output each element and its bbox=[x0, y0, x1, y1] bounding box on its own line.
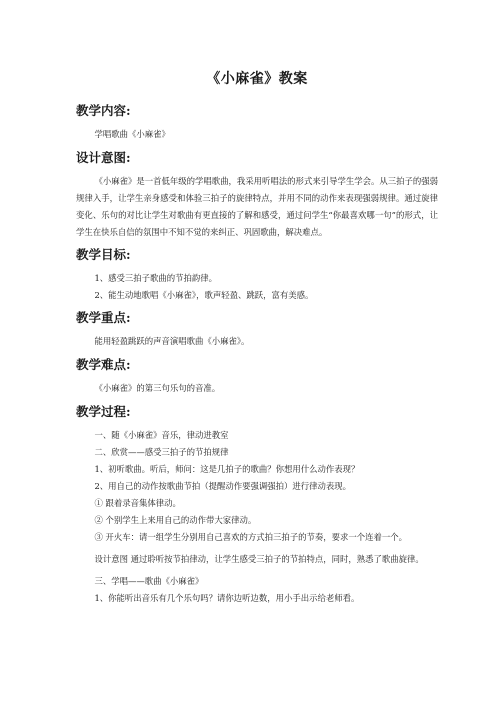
process-line: 1、初听歌曲。听后，师问：这是几拍子的歌曲？你想用什么动作表现？ bbox=[94, 464, 360, 474]
goals-list bbox=[76, 270, 438, 304]
process-line: ② 个别学生上来用自己的动作带大家律动。 bbox=[94, 515, 257, 525]
difficulties-body: 《小麻雀》的第三句乐句的音准。 bbox=[94, 383, 221, 393]
process-line: 二、欣赏——感受三拍子的节拍规律 bbox=[94, 447, 229, 457]
process-line: 2、用自己的动作按歌曲节拍（提醒动作要强调强拍）进行律动表现。 bbox=[94, 481, 352, 491]
process-line: 三、学唱——歌曲《小麻雀》 bbox=[94, 576, 204, 586]
process-design-note: 设计意图 通过聆听按节拍律动，让学生感受三拍子的节拍特点，同时，熟悉了歌曲旋律。 bbox=[94, 554, 424, 564]
design-body: 《小麻雀》是一首低年级的学唱歌曲，我采用听唱法的形式来引导学生学会。从三拍子的强弱规律入手，让学生亲身感受和体验三拍子的旋律特点，并用不同的动作来表现强弱规律。通过旋律变化、乐句的对比让学生对歌曲有更直接的了解和感受，通过问学生“你最喜欢哪一句”的形式，让学生在快乐自信的氛围中不知不觉的来纠正、巩固歌曲，解决难点。 bbox=[76, 176, 438, 237]
section-heading-key-points: 教学重点: bbox=[76, 310, 131, 325]
goal-item: 2、能生动地歌唱《小麻雀》，歌声轻盈、跳跃，富有美感。 bbox=[94, 290, 314, 300]
process-line: ① 跟着录音集体律动。 bbox=[94, 498, 181, 508]
section-heading-content: 教学内容: bbox=[76, 103, 131, 118]
key-points-body: 能用轻盈跳跃的声音演唱歌曲《小麻雀》。 bbox=[94, 336, 250, 346]
process-steps bbox=[76, 427, 438, 546]
process-line: 1、你能听出音乐有几个乐句吗？请你边听边数，用小手出示给老师看。 bbox=[94, 593, 360, 603]
section-heading-goals: 教学目标: bbox=[76, 247, 131, 262]
section-heading-design: 设计意图: bbox=[76, 150, 131, 165]
section-heading-difficulties: 教学难点: bbox=[76, 357, 131, 372]
content-body: 学唱歌曲《小麻雀》 bbox=[94, 129, 170, 139]
process-line: ③ 开火车：请一组学生分别用自己喜欢的方式拍三拍子的节奏，要求一个连着一个。 bbox=[94, 532, 408, 542]
goal-item: 1、感受三拍子歌曲的节拍韵律。 bbox=[94, 273, 218, 283]
process-steps-continued bbox=[76, 573, 438, 607]
document-title: 《小麻雀》教案 bbox=[206, 71, 308, 87]
process-line: 一、随《小麻雀》音乐，律动进教室 bbox=[94, 430, 229, 440]
section-heading-process: 教学过程: bbox=[76, 404, 131, 419]
